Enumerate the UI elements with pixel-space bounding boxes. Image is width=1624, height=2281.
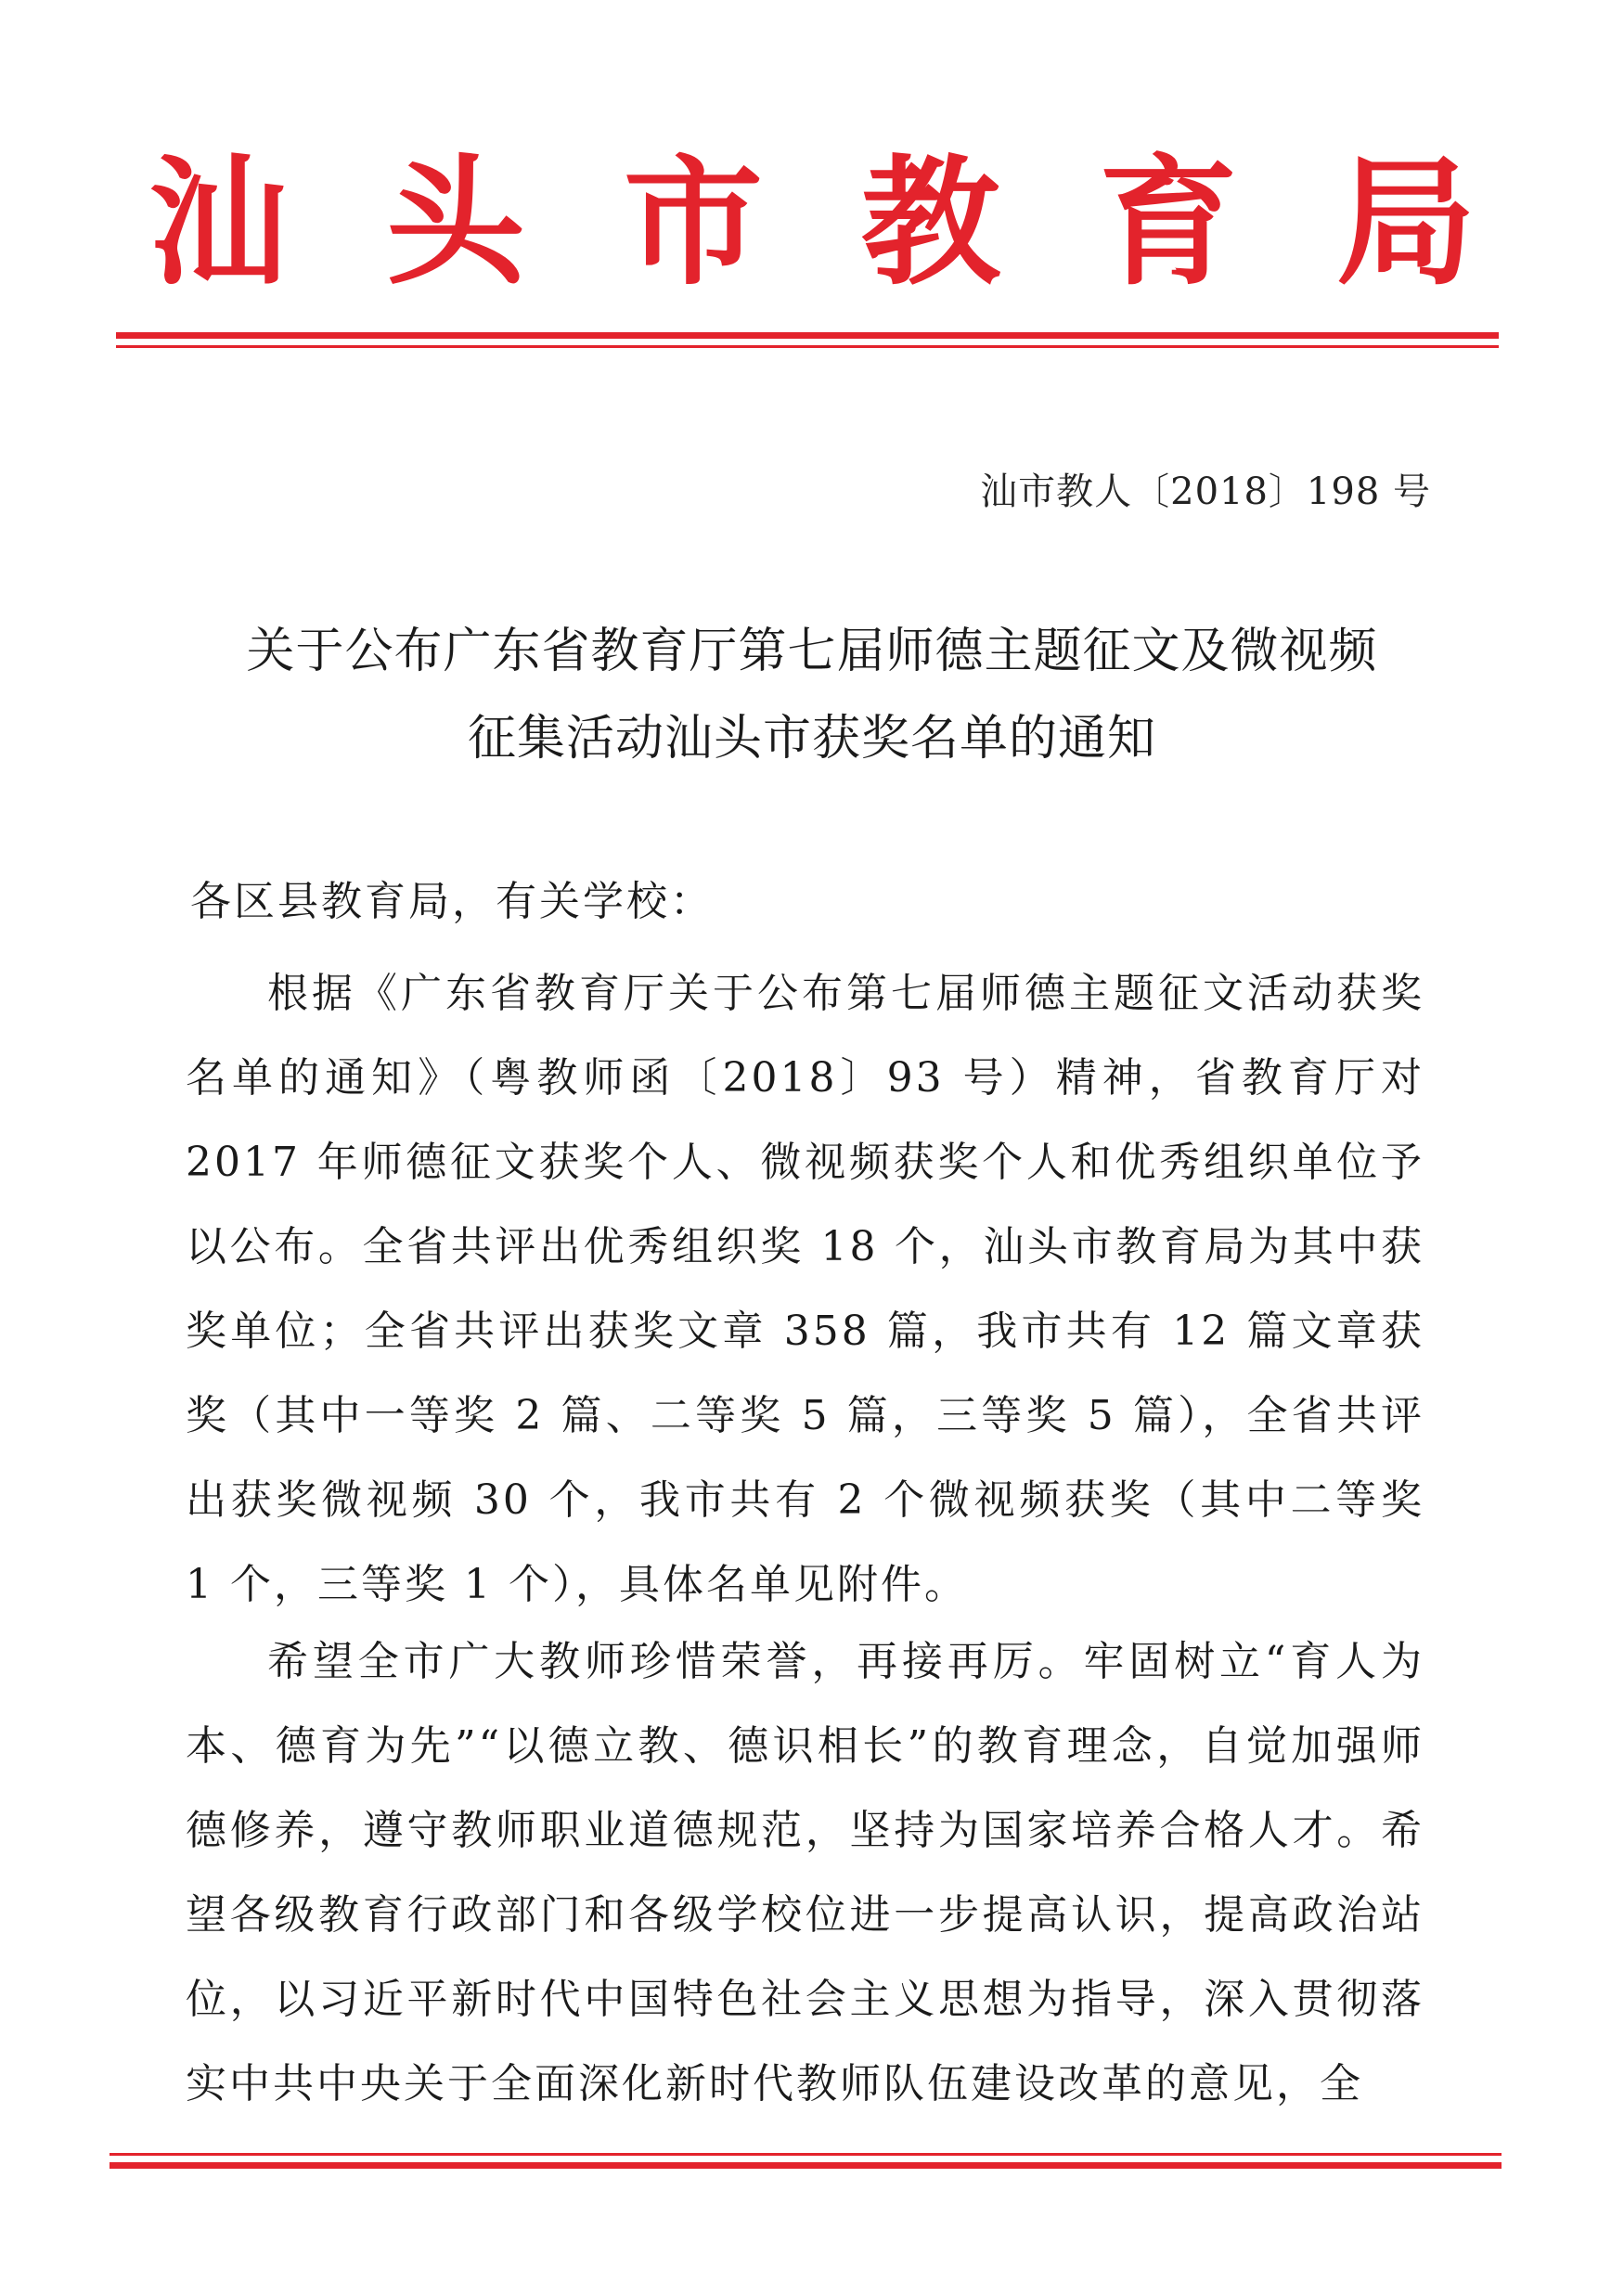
document-number: 汕市教人〔2018〕198 号 [980,470,1431,513]
header-char: 头 [385,141,525,304]
document-title [139,608,1485,782]
title-line-1: 关于公布广东省教育厅第七届师德主题征文及微视频 [246,624,1378,679]
title-line-2: 征集活动汕头市获奖名单的通知 [467,711,1156,767]
header-char: 局 [1335,141,1476,304]
header-char: 汕 [148,141,289,304]
header-char: 育 [1098,141,1238,304]
header-char: 市 [623,141,763,304]
header-red-rule-thin [116,345,1499,348]
header-red-rule-thick [116,332,1499,339]
body-paragraph-1: 根据《广东省教育厅关于公布第七届师德主题征文活动获奖名单的通知》（粤教师函〔2018〕93 号）精神，省教育厅对 2017 年师德征文获奖个人、微视频获奖个人和优秀组织单位予以公布。全省共评出优秀组织奖 18 个，汕头市教育局为其中获奖单位；全省共评出获奖文章 358 篇，我市共有 12 篇文章获奖（其中一等奖 2 篇、二等奖 5 篇，三等奖 5 篇），全省共评出获奖微视频 30 个，我市共有 2 个微视频获奖（其中二等奖 1 个，三等奖 1 个），具体名单见附件。 [186,970,1424,1608]
footer-red-rule-thin [110,2153,1502,2156]
issuing-authority-header [148,141,1476,304]
header-char: 教 [860,141,1000,304]
footer-red-rule-thick [110,2162,1502,2169]
salutation: 各区县教育局，有关学校： [190,878,714,925]
body-paragraph-2: 希望全市广大教师珍惜荣誉，再接再厉。牢固树立“育人为本、德育为先”“以德立教、德识相长”的教育理念，自觉加强师德修养，遵守教师职业道德规范，坚持为国家培养合格人才。希望各级教育行政部门和各级学校位进一步提高认识，提高政治站位，以习近平新时代中国特色社会主义思想为指导，深入贯彻落实中共中央关于全面深化新时代教师队伍建设改革的意见，全 [186,1638,1424,2107]
